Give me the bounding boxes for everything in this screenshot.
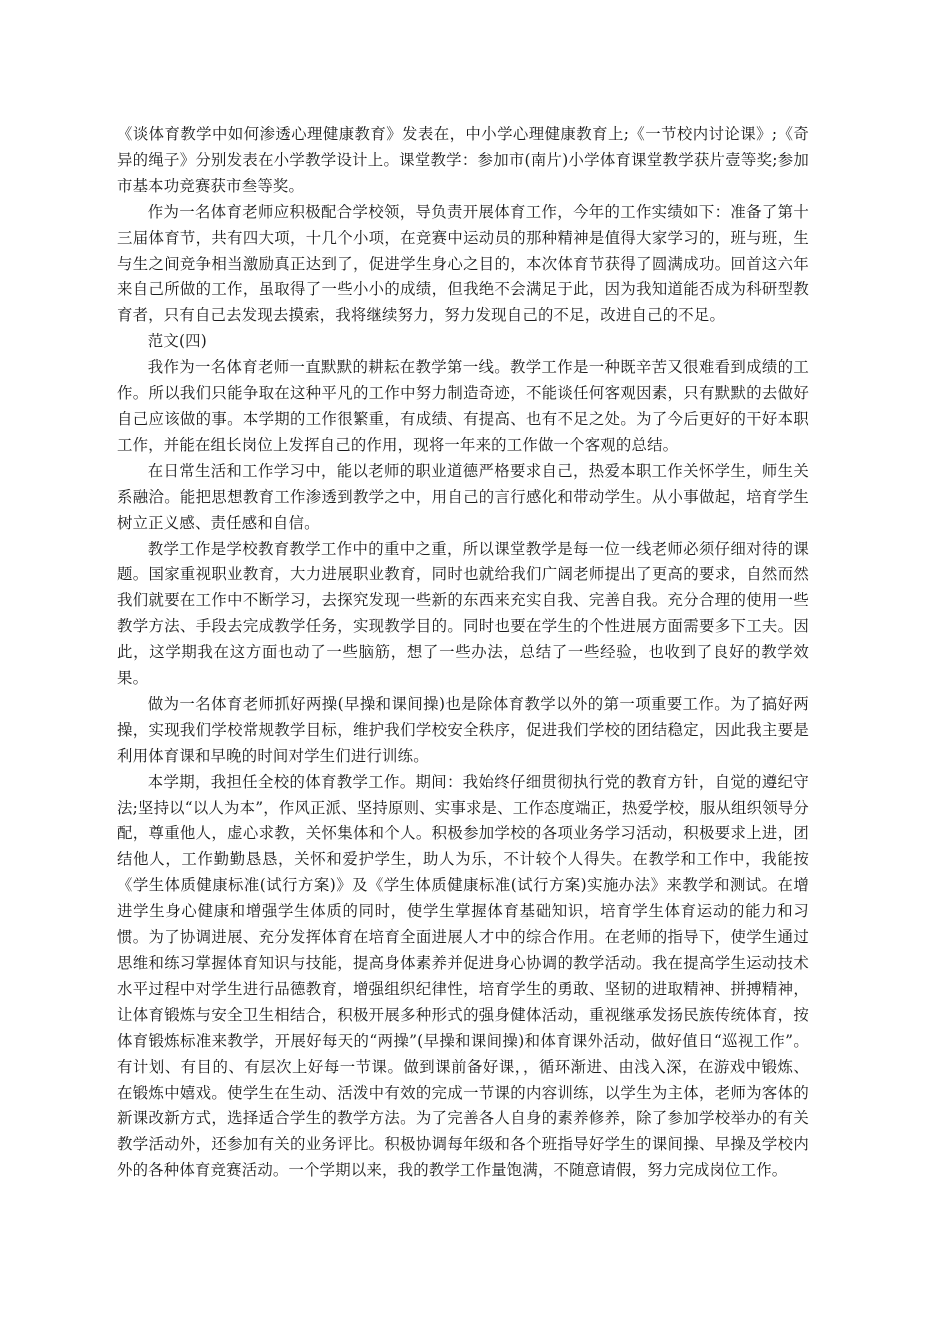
section-heading: 范文(四): [147, 332, 207, 351]
document-body: [117, 122, 809, 1184]
paragraph-daily-conduct: 在日常生活和工作学习中，能以老师的职业道德严格要求自己，热爱本职工作关怀学生，师生关系融洽。能把思想教育工作渗透到教学之中，用自己的言行感化和带动学生。从小事做起，培育学生树立正义感、责任感和自信。: [117, 461, 809, 532]
paragraph-introduction: 我作为一名体育老师一直默默的耕耘在教学第一线。教学工作是一种既辛苦又很难看到成绩的工作。所以我们只能争取在这种平凡的工作中努力制造奇迹，不能谈任何客观因素，只有默默的去做好自己应该做的事。本学期的工作很繁重，有成绩、有提高、也有不足之处。为了今后更好的干好本职工作，并能在组长岗位上发挥自己的作用，现将一年来的工作做一个客观的总结。: [117, 358, 809, 454]
paragraph-exercises: 做为一名体育老师抓好两操(早操和课间操)也是除体育教学以外的第一项重要工作。为了搞好两操，实现我们学校常规教学目标，维护我们学校安全秩序，促进我们学校的团结稳定，因此我主要是利用体育课和早晚的时间对学生们进行训练。: [117, 694, 809, 765]
paragraph-semester-summary: 本学期，我担任全校的体育教学工作。期间：我始终仔细贯彻执行党的教育方针，自觉的遵纪守法;坚持以“以人为本”，作风正派、坚持原则、实事求是、工作态度端正，热爱学校，服从组织领导分配，尊重他人，虚心求教，关怀集体和个人。积极参加学校的各项业务学习活动，积极要求上进，团结他人，工作勤勤恳恳，关怀和爱护学生，助人为乐，不计较个人得失。在教学和工作中，我能按《学生体质健康标准(试行方案)》及《学生体质健康标准(试行方案)实施办法》来教学和测试。在增进学生身心健康和增强学生体质的同时，使学生掌握体育基础知识，培育学生体育运动的能力和习惯。为了协调进展、充分发挥体育在培育全面进展人才中的综合作用。在老师的指导下，使学生通过思维和练习掌握体育知识与技能，提高身体素养并促进身心协调的教学活动。我在提高学生运动技术水平过程中对学生进行品德教育，增强组织纪律性，培育学生的勇敢、坚韧的进取精神、拼搏精神，让体育锻炼与安全卫生相结合，积极开展多种形式的强身健体活动，重视继承发扬民族传统体育，按体育锻炼标准来教学，开展好每天的“两操”(早操和课间操)和体育课外活动，做好值日“巡视工作”。有计划、有目的、有层次上好每一节课。做到课前备好课，，循环渐进、由浅入深，在游戏中锻炼、在锻炼中嬉戏。使学生在生动、活泼中有效的完成一节课的内容训练，以学生为主体，老师为客体的新课改新方式，选择适合学生的教学方法。为了完善各人自身的素养修养，除了参加学校举办的有关教学活动外，还参加有关的业务评比。积极协调每年级和各个班指导好学生的课间操、早操及学校内外的各种体育竞赛活动。一个学期以来，我的教学工作量饱满，不随意请假，努力完成岗位工作。: [117, 772, 809, 1180]
paragraph-teaching-work: 教学工作是学校教育教学工作中的重中之重，所以课堂教学是每一位一线老师必须仔细对待的课题。国家重视职业教育，大力进展职业教育，同时也就给我们广阔老师提出了更高的要求，自然而然我们就要在工作中不断学习，去探究发现一些新的东西来充实自我、完善自我。充分合理的使用一些教学方法、手段去完成教学任务，实现教学目的。同时也要在学生的个性进展方面需要多下工夫。因此，这学期我在这方面也动了一些脑筋，想了一些办法，总结了一些经验，也收到了良好的教学效果。: [117, 539, 809, 688]
paragraph-sports-festival: 作为一名体育老师应积极配合学校领，导负责开展体育工作，今年的工作实绩如下：准备了第十三届体育节，共有四大项，十几个小项，在竞赛中运动员的那种精神是值得大家学习的，班与班，生与生之间竞争相当激励真正达到了，促进学生身心之目的，本次体育节获得了圆满成功。回首这六年来自己所做的工作，虽取得了一些小小的成绩，但我绝不会满足于此，因为我知道能否成为科研型教育者，只有自己去发现去摸索，我将继续努力，努力发现自己的不足，改进自己的不足。: [117, 202, 809, 325]
paragraph-publications: 《谈体育教学中如何渗透心理健康教育》发表在，中小学心理健康教育上;《一节校内讨论课》;《奇异的绳子》分别发表在小学教学设计上。课堂教学：参加市(南片)小学体育课堂教学获片壹等奖;参加市基本功竞赛获市叁等奖。: [117, 125, 809, 195]
